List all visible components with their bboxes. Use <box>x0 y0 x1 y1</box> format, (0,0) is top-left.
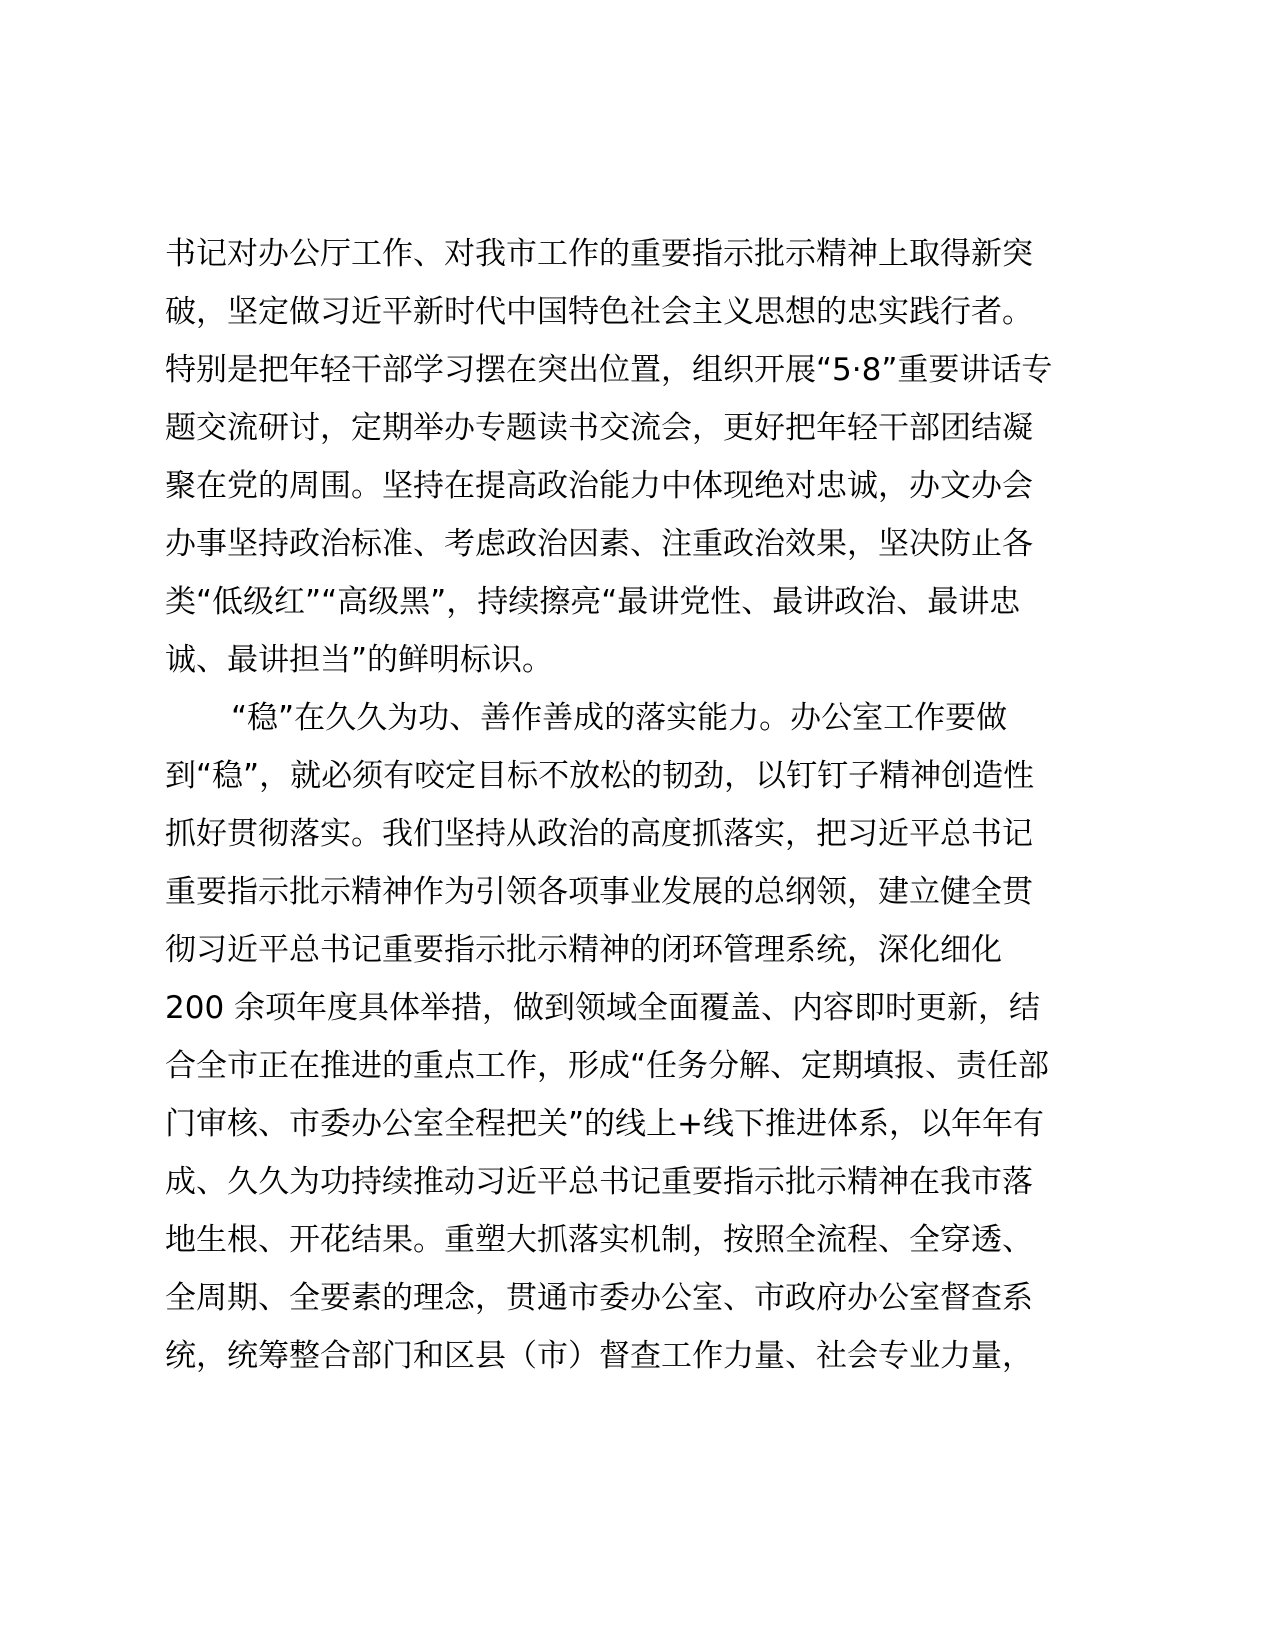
text-line: 合全市正在推进的重点工作，形成“任务分解、定期填报、责任部 <box>165 1048 1050 1084</box>
text-line: 诚、最讲担当”的鲜明标识。 <box>165 642 554 678</box>
text-line: 统，统筹整合部门和区县（市）督查工作力量、社会专业力量， <box>165 1338 1033 1374</box>
text-line: 破，坚定做习近平新时代中国特色社会主义思想的忠实践行者。 <box>165 294 1033 330</box>
text-line: 聚在党的周围。坚持在提高政治能力中体现绝对忠诚，办文办会 <box>165 468 1033 504</box>
text-line: 地生根、开花结果。重塑大抓落实机制，按照全流程、全穿透、 <box>165 1222 1033 1258</box>
body-text <box>165 225 1125 1385</box>
text-line: 成、久久为功持续推动习近平总书记重要指示批示精神在我市落 <box>165 1164 1033 1200</box>
text-line: 抓好贯彻落实。我们坚持从政治的高度抓落实，把习近平总书记 <box>165 816 1033 852</box>
text-line: 彻习近平总书记重要指示批示精神的闭环管理系统，深化细化 <box>165 932 1002 968</box>
text-line: 200 余项年度具体举措，做到领域全面覆盖、内容即时更新，结 <box>165 990 1041 1026</box>
text-line: 到“稳”，就必须有咬定目标不放松的韧劲，以钉钉子精神创造性 <box>165 758 1035 794</box>
text-line: 特别是把年轻干部学习摆在突出位置，组织开展“5·8”重要讲话专 <box>165 352 1053 388</box>
text-line: 重要指示批示精神作为引领各项事业发展的总纲领，建立健全贯 <box>165 874 1033 910</box>
text-line: 题交流研讨，定期举办专题读书交流会，更好把年轻干部团结凝 <box>165 410 1033 446</box>
text-line: 全周期、全要素的理念，贯通市委办公室、市政府办公室督查系 <box>165 1280 1033 1316</box>
text-line: 类“低级红”“高级黑”，持续擦亮“最讲党性、最讲政治、最讲忠 <box>165 584 1021 620</box>
text-line: 书记对办公厅工作、对我市工作的重要指示批示精神上取得新突 <box>165 236 1033 272</box>
paragraph-first-line: “稳”在久久为功、善作善成的落实能力。办公室工作要做 <box>231 700 1008 736</box>
text-line: 办事坚持政治标准、考虑政治因素、注重政治效果，坚决防止各 <box>165 526 1033 562</box>
text-line: 门审核、市委办公室全程把关”的线上+线下推进体系，以年年有 <box>165 1106 1045 1142</box>
